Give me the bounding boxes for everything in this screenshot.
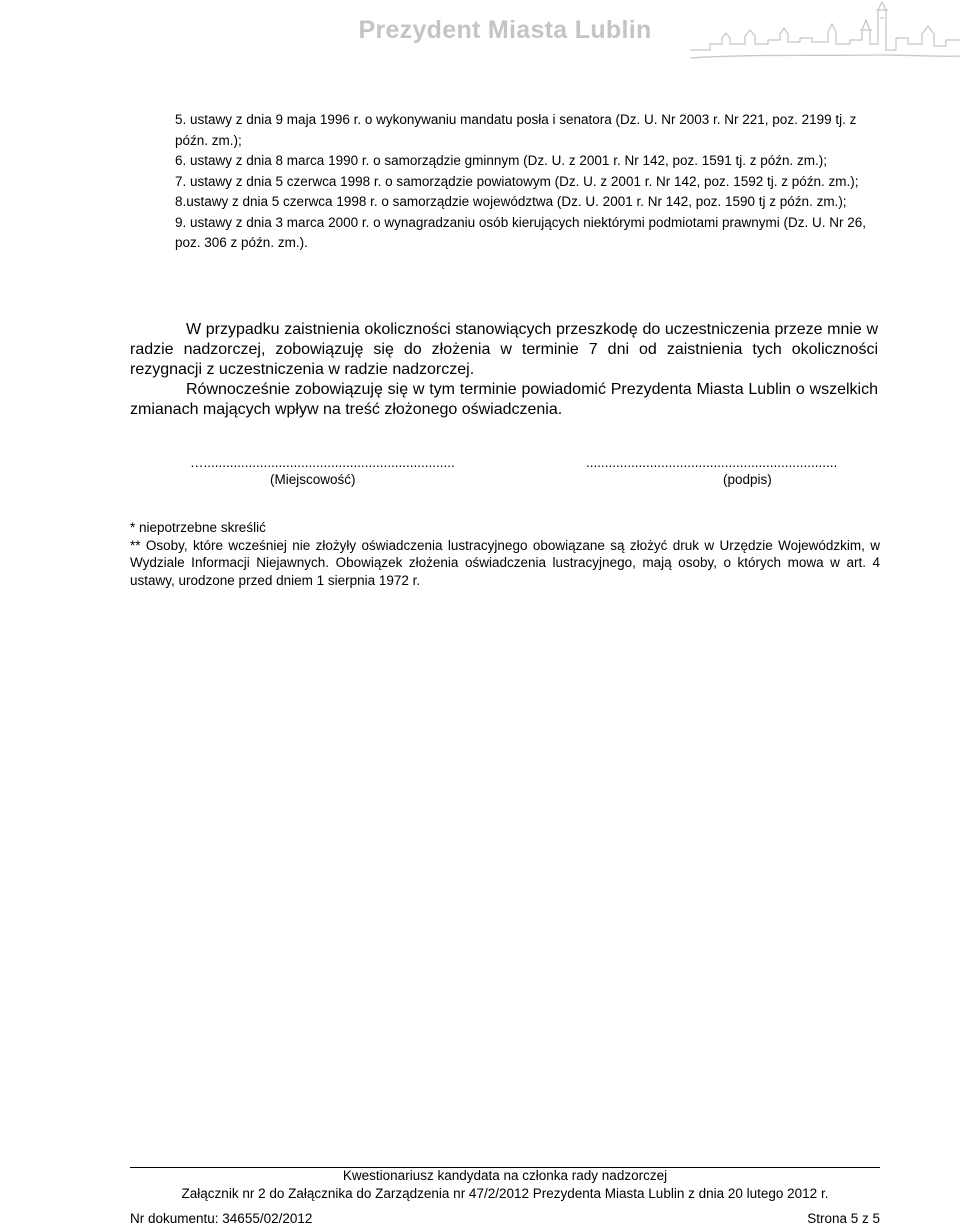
footnote-2: ** Osoby, które wcześniej nie złożyły oświadczenia lustracyjnego obowiązane są złożyć druk w Urzędzie Wojewódzkim, w Wydziale Informacji Niejawnych. Obowiązek złożenia oświadczenia lustracyjnego, mają osoby, o których mowa w art. 4 ustawy, urodzone przed dniem 1 sierpnia 1972 r. — [130, 537, 880, 588]
list-item: 8.ustawy z dnia 5 czerwca 1998 r. o samorządzie województwa (Dz. U. 2001 r. Nr 142, poz. 1590 tj z późn. zm.); — [175, 194, 847, 209]
legal-acts-list — [175, 110, 885, 254]
signature-label: (podpis) — [723, 472, 772, 487]
declaration-text: W przypadku zaistnienia okoliczności stanowiących przeszkodę do uczestniczenia przeze mnie w radzie nadzorczej, zobowiązuję się do złożenia w terminie 7 dni od zaistnienia tych okoliczności rezygnacji z uczestniczenia w radzie nadzorczej. — [130, 321, 878, 378]
list-item: 5. ustawy z dnia 9 maja 1996 r. o wykonywaniu mandatu posła i senatora (Dz. U. Nr 2003 r. Nr 221, poz. 2199 tj. z późn. zm.); — [175, 112, 857, 148]
footer-attachment-note: Załącznik nr 2 do Załącznika do Zarządzenia nr 47/2/2012 Prezydenta Miasta Lublin z dnia 20 lutego 2012 r. — [181, 1186, 829, 1201]
footer-form-title: Kwestionariusz kandydata na członka rady nadzorczej — [342, 1168, 668, 1183]
signature-line: ................................................................... — [586, 455, 838, 470]
list-item: 6. ustawy z dnia 8 marca 1990 r. o samorządzie gminnym (Dz. U. z 2001 r. Nr 142, poz. 1591 tj. z późn. zm.); — [175, 153, 828, 168]
lublin-skyline-icon — [690, 0, 960, 75]
declaration-paragraph-2 — [130, 380, 878, 420]
place-signature-line: …................................................................... — [190, 455, 455, 470]
footnotes — [130, 519, 880, 589]
list-item: 7. ustawy z dnia 5 czerwca 1998 r. o samorządzie powiatowym (Dz. U. z 2001 r. Nr 142, poz. 1592 tj. z późn. zm.); — [175, 173, 859, 189]
document-number: Nr dokumentu: 34655/02/2012 — [130, 1211, 313, 1226]
declaration-text: Równocześnie zobowiązuję się w tym terminie powiadomić Prezydenta Miasta Lublin o wszelkich zmianach mających wpływ na treść złożonego oświadczenia. — [130, 381, 878, 418]
list-item: 9. ustawy z dnia 3 marca 2000 r. o wynagradzaniu osób kierujących niektórymi podmiotami prawnymi (Dz. U. Nr 26, poz. 306 z późn. zm.). — [175, 214, 867, 250]
page-header-title: Prezydent Miasta Lublin — [358, 16, 652, 44]
declaration-paragraph-1 — [130, 320, 878, 380]
page-number: Strona 5 z 5 — [807, 1211, 880, 1226]
footnote-1: * niepotrzebne skreślić — [130, 520, 266, 535]
place-label: (Miejscowość) — [270, 472, 356, 487]
